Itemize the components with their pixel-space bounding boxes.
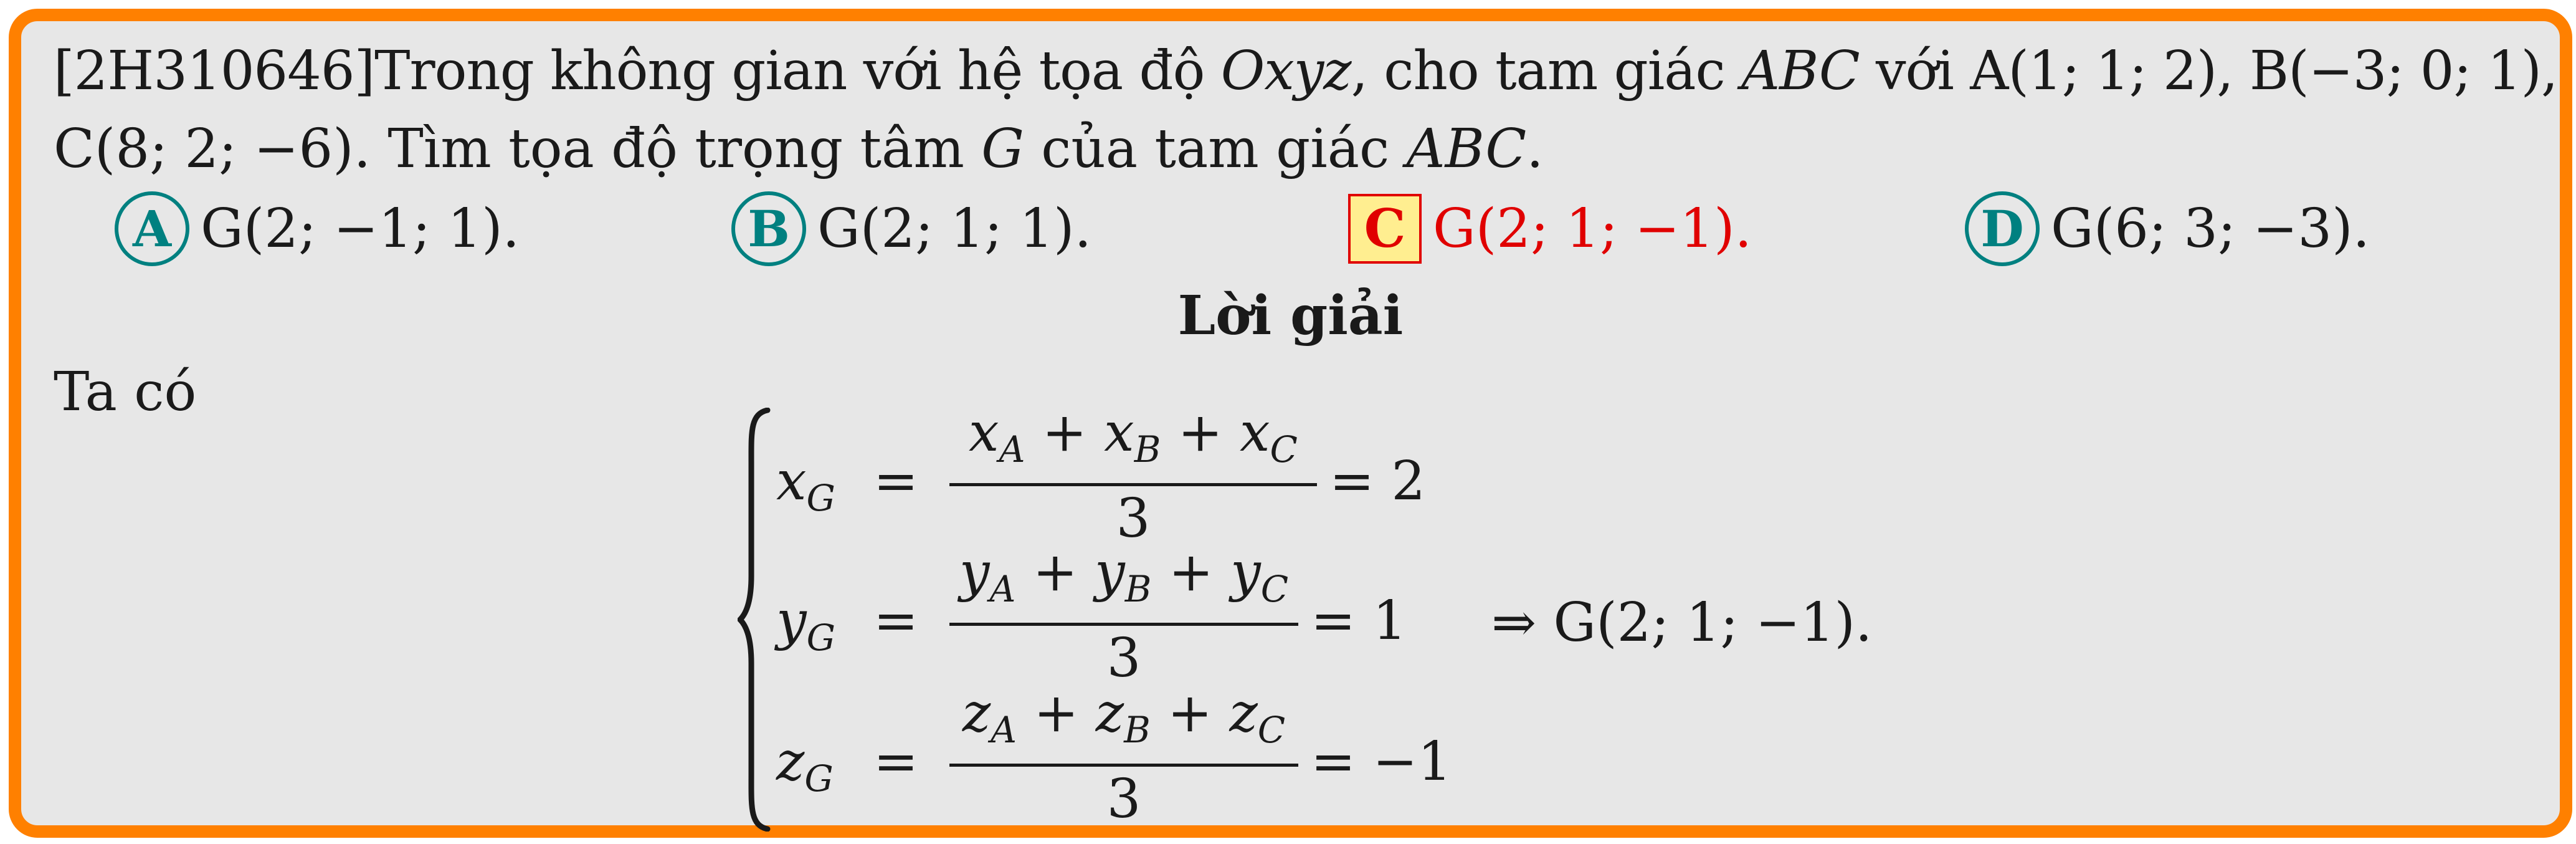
question-card [9,9,2572,838]
question-line-1: [2H310646]Trong không gian với hệ tọa độ Oxyz, cho tam giác ABC với A(1; 1; 2), B(−3; 0; 1), [54,40,2558,102]
option-a[interactable] [115,188,520,269]
point-c: C(8; 2; −6). [54,118,371,180]
eq-x-denominator: 3 [1116,487,1151,550]
eq-y-lhs: $y_G$ [776,590,835,659]
eq-y-rhs: = 1 [1311,590,1407,652]
eq-z-numerator: $z_A + z_B + z_C$ [962,682,1286,752]
eq-z-fraction-bar [949,764,1298,767]
eq-y-fraction [949,541,1298,689]
option-c-badge: C [1348,194,1422,264]
option-b-text: G(2; 1; 1). [817,198,1091,260]
option-c[interactable] [1348,188,1752,269]
coordinate-system: Oxyz [1220,40,1351,102]
centroid-name: G [981,118,1024,180]
option-d[interactable] [1965,188,2370,269]
question-id: [2H310646] [54,40,375,102]
left-brace-icon [738,408,775,832]
eq-x-fraction [949,401,1317,550]
eq-y-fraction-bar [949,623,1298,626]
eq-y-numerator: $y_A + y_B + y_C$ [959,541,1289,611]
option-a-text: G(2; −1; 1). [201,198,520,260]
eq-y-equals: = [873,590,919,652]
point-a: A(1; 1; 2), [1970,40,2233,102]
eq-z-lhs: $z_G$ [776,731,834,800]
solution-result: ⇒ G(2; 1; −1). [1491,592,1873,654]
solution-title: Lời giải [1177,284,1404,347]
eq-z-equals: = [873,731,919,793]
eq-x-numerator: $x_A + x_B + x_C$ [969,401,1298,471]
eq-y-denominator: 3 [1106,627,1141,690]
option-b-badge: B [731,191,806,266]
eq-x-lhs: $x_G$ [776,450,835,520]
option-d-text: G(6; 3; −3). [2051,198,2370,260]
option-d-badge: D [1965,191,2040,266]
solution-intro: Ta có [54,361,197,423]
eq-z-rhs: = −1 [1311,731,1452,793]
option-c-text: G(2; 1; −1). [1433,198,1752,260]
point-b: B(−3; 0; 1), [2249,40,2558,102]
eq-x-equals: = [873,450,919,512]
triangle-name: ABC [1741,40,1860,102]
eq-x-rhs: = 2 [1329,450,1426,512]
question-line-2: C(8; 2; −6). Tìm tọa độ trọng tâm G của tam giác ABC. [54,118,1544,180]
eq-z-fraction [949,682,1298,830]
eq-z-denominator: 3 [1106,768,1141,831]
option-b[interactable] [731,188,1091,269]
eq-x-fraction-bar [949,483,1317,486]
option-a-badge: A [115,191,189,266]
